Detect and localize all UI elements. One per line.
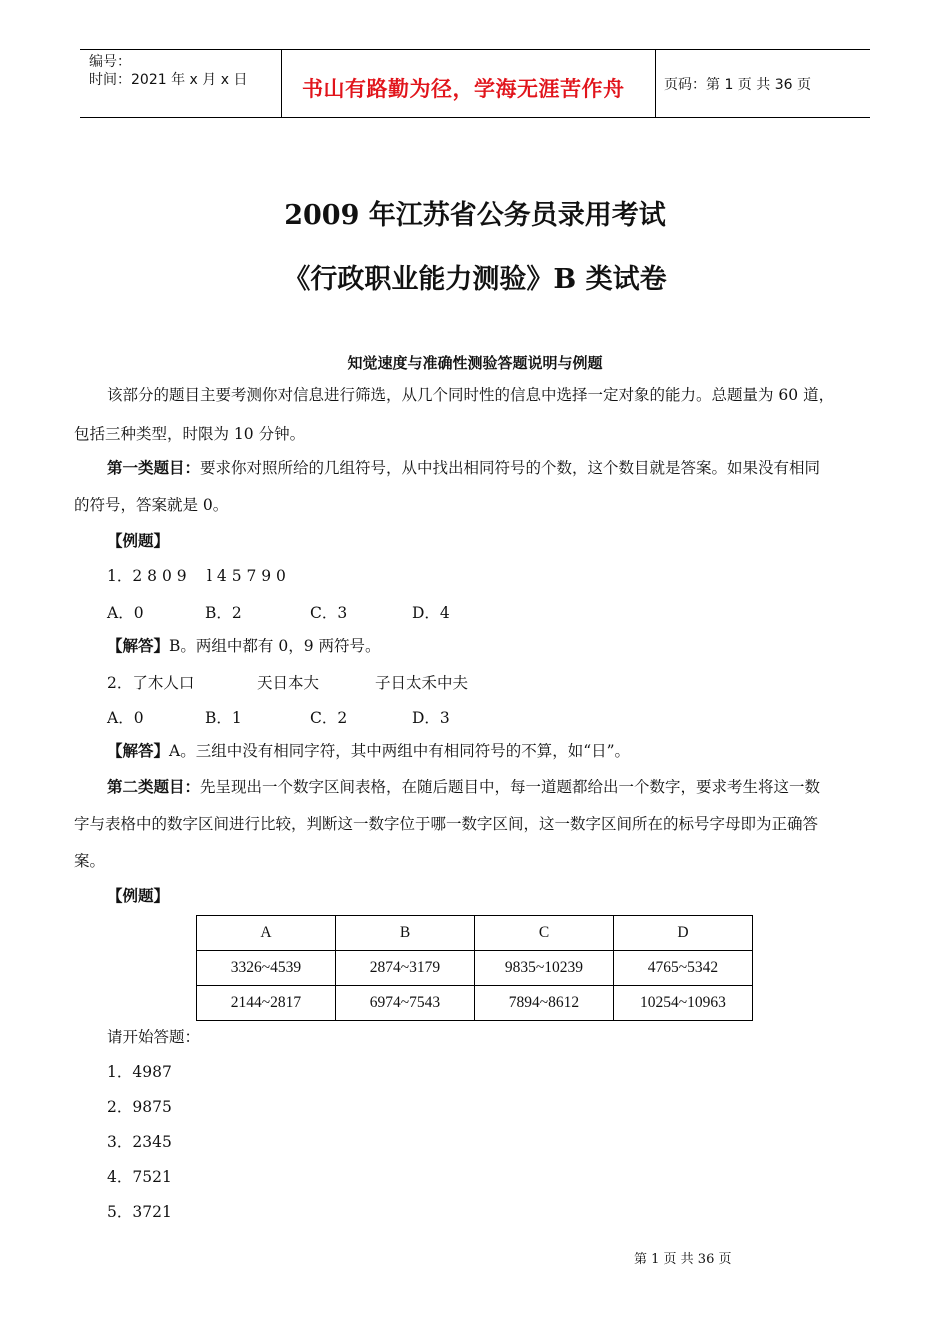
start-prompt: 请开始答题： — [107, 1028, 201, 1046]
table-header-cell: D — [614, 916, 753, 951]
type2-text1: 先呈现出一个数字区间表格，在随后题目中，每一道题都给出一个数字，要求考生将这一数 — [200, 778, 821, 796]
page-info: 页码：第 1 页 共 36 页 — [664, 77, 811, 93]
section-title: 知觉速度与准确性测验答题说明与例题 — [347, 354, 603, 372]
doc-title-line2: 《行政职业能力测验》B 类试卷 — [283, 264, 667, 295]
ex2-option-a: A．0 — [107, 709, 144, 727]
interval-table — [196, 915, 753, 1021]
type1-text1: 要求你对照所给的几组符号，从中找出相同符号的个数，这个数目就是答案。如果没有相同 — [200, 459, 821, 477]
table-cell: 2874~3179 — [336, 951, 475, 986]
table-cell: 10254~10963 — [614, 986, 753, 1021]
intro-line1: 该部分的题目主要考测你对信息进行筛选，从几个同时性的信息中选择一定对象的能力。总题量为 60 道， — [107, 386, 835, 404]
table-cell: 7894~8612 — [475, 986, 614, 1021]
ex2-option-b: B．1 — [205, 709, 242, 727]
example1-answer — [107, 636, 919, 656]
ex1-answer-text: B。两组中都有 0，9 两符号。 — [169, 637, 381, 655]
ex2-option-d: D．3 — [412, 709, 450, 727]
type2-line3: 案。 — [74, 852, 106, 870]
ex2-answer-text: A。三组中没有相同字符，其中两组中有相同符号的不算，如“日”。 — [169, 742, 631, 760]
intro-line2: 包括三种类型，时限为 10 分钟。 — [74, 425, 306, 443]
table-header-cell: C — [475, 916, 614, 951]
ex1-option-a: A．0 — [107, 604, 144, 622]
ex1-option-b: B．2 — [205, 604, 242, 622]
serial-label: 编号： — [89, 54, 131, 70]
type1-line2: 的符号，答案就是 0。 — [74, 496, 229, 514]
table-header-cell: A — [197, 916, 336, 951]
ex2-group-2: 天日本大 — [257, 674, 320, 692]
motto: 书山有路勤为径，学海无涯苦作舟 — [302, 77, 625, 101]
answer-label-1: 【解答】 — [107, 636, 170, 655]
table-row — [197, 986, 753, 1021]
ex2-group-1: 2．了木人口 — [107, 674, 195, 692]
type2-line2: 字与表格中的数字区间进行比较，判断这一数字位于哪一数字区间，这一数字区间所在的标号字母即为正确答 — [74, 815, 819, 833]
doc-title-line1: 2009 年江苏省公务员录用考试 — [284, 200, 666, 231]
answer-label-2: 【解答】 — [107, 741, 170, 760]
type2-line1 — [107, 777, 897, 797]
question-item: 5．3721 — [107, 1203, 172, 1221]
header-divider-right — [655, 49, 656, 118]
table-cell: 2144~2817 — [197, 986, 336, 1021]
time-label: 时间：2021 年 x 月 x 日 — [89, 72, 248, 88]
example-label-2: 【例题】 — [107, 886, 170, 905]
header-bottom-rule — [80, 117, 870, 118]
table-row — [197, 951, 753, 986]
type1-label: 第一类题目： — [107, 458, 201, 477]
type1-line1 — [107, 458, 897, 478]
table-cell: 6974~7543 — [336, 986, 475, 1021]
table-cell: 3326~4539 — [197, 951, 336, 986]
question-item: 4．7521 — [107, 1168, 172, 1186]
table-header-row — [197, 916, 753, 951]
header-top-rule — [80, 49, 870, 50]
example1-question: 1．2 8 0 9 l 4 5 7 9 0 — [107, 567, 286, 585]
type2-label: 第二类题目： — [107, 777, 201, 796]
page-footer: 第 1 页 共 36 页 — [634, 1252, 732, 1267]
ex1-option-c: C．3 — [310, 604, 348, 622]
question-item: 3．2345 — [107, 1133, 172, 1151]
example2-answer — [107, 741, 919, 761]
table-cell: 9835~10239 — [475, 951, 614, 986]
example-label-1: 【例题】 — [107, 531, 170, 550]
question-item: 1．4987 — [107, 1063, 172, 1081]
question-item: 2．9875 — [107, 1098, 172, 1116]
ex2-group-3: 子日太禾中夫 — [375, 674, 469, 692]
ex2-option-c: C．2 — [310, 709, 348, 727]
table-header-cell: B — [336, 916, 475, 951]
ex1-option-d: D．4 — [412, 604, 450, 622]
table-cell: 4765~5342 — [614, 951, 753, 986]
header-divider-left — [281, 49, 282, 118]
